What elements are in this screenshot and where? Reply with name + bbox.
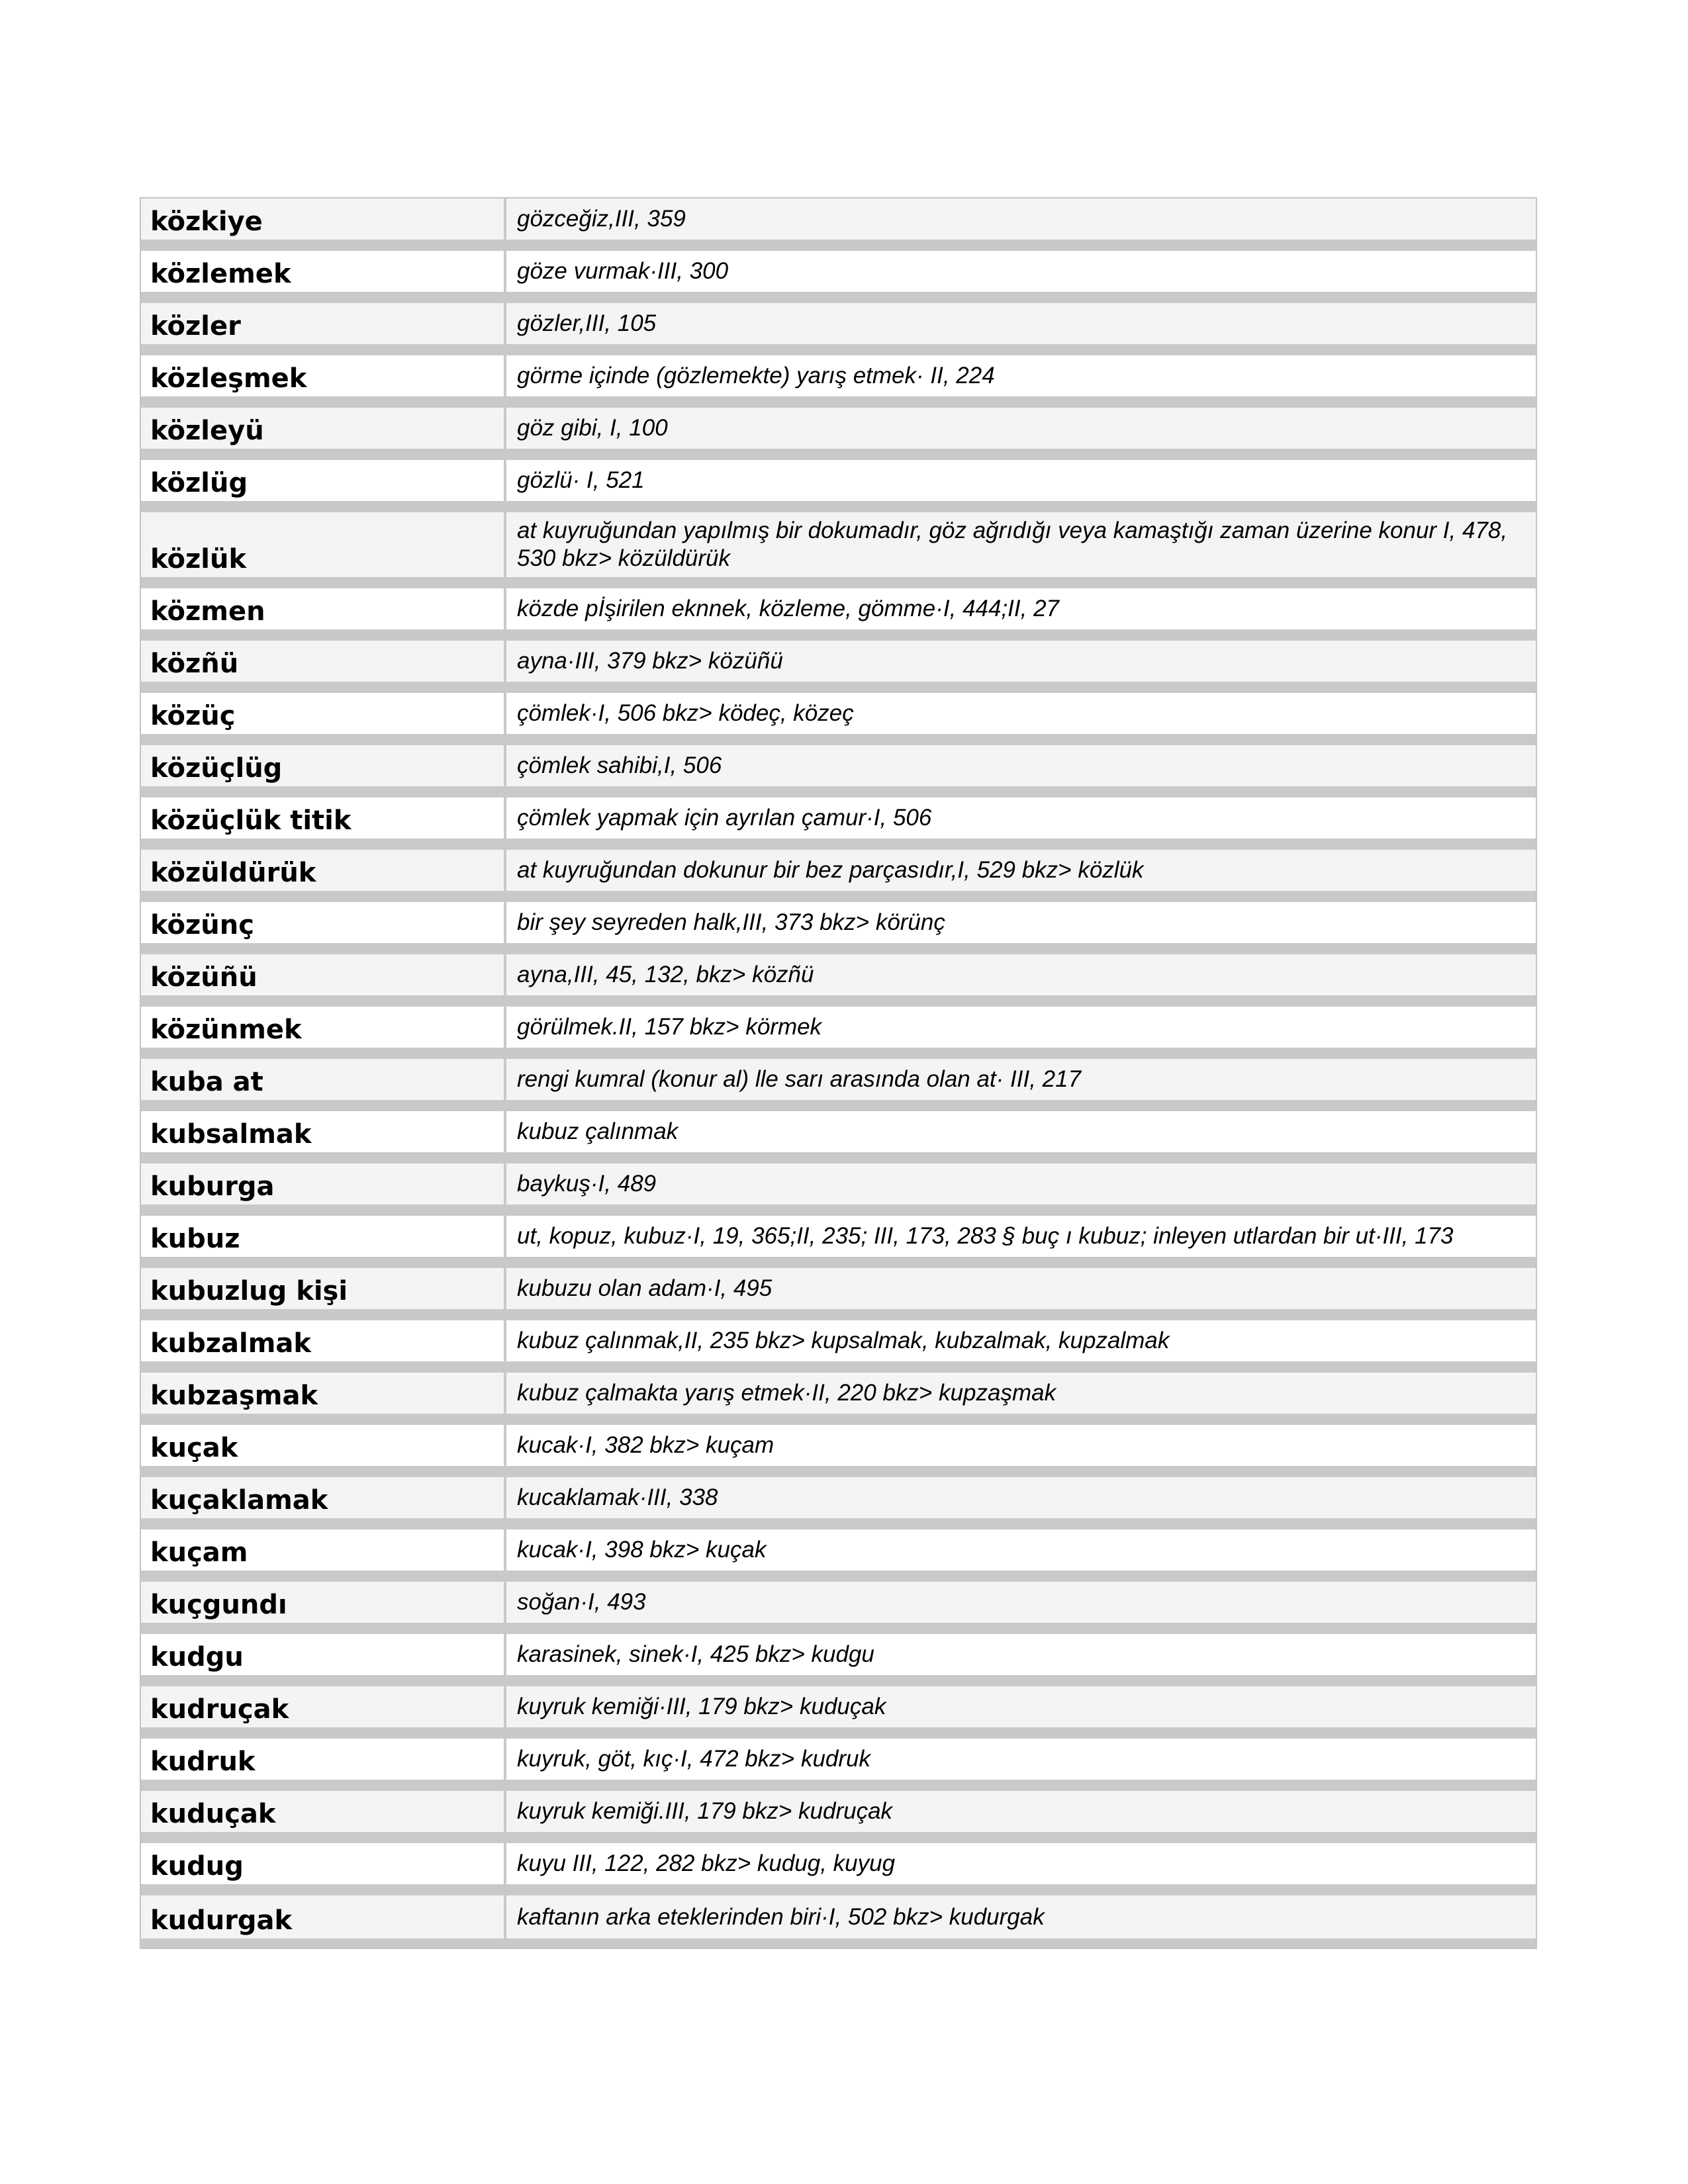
table-row [141,1059,1536,1111]
entry-definition: at kuyruğundan yapılmış bir dokumadır, göz ağrıdığı veya kamaştığı zaman üzerine konur I, 478, 530 bkz> közüldürük [506,512,1536,577]
entry-definition: kuyu III, 122, 282 bkz> kudug, kuyug [506,1843,1536,1884]
entry-term: közüçlüg [141,745,506,786]
entry-definition: kubuz çalmakta yarış etmek·II, 220 bkz> kupzaşmak [506,1373,1536,1414]
entry-definition: gözler,III, 105 [506,303,1536,344]
entry-term: közlüg [141,460,506,501]
entry-term: közüldürük [141,850,506,891]
entry-definition: göze vurmak·III, 300 [506,251,1536,292]
table-row [141,850,1536,902]
entry-term: kuçaklamak [141,1477,506,1518]
table-row [141,641,1536,693]
entry-term: közünmek [141,1007,506,1048]
table-row [141,1425,1536,1477]
table-row [141,588,1536,641]
table-row [141,1216,1536,1268]
table-row [141,251,1536,303]
entry-definition: baykuş·I, 489 [506,1163,1536,1205]
table-row [141,1634,1536,1686]
entry-definition: kuyruk, göt, kıç·I, 472 bkz> kudruk [506,1739,1536,1780]
table-row [141,1007,1536,1059]
glossary-table [140,197,1537,1949]
entry-term: kuburga [141,1163,506,1205]
entry-term: kubuz [141,1216,506,1257]
entry-definition: gözceğiz,III, 359 [506,199,1536,240]
entry-definition: kucaklamak·III, 338 [506,1477,1536,1518]
table-row [141,1163,1536,1216]
table-row [141,1268,1536,1320]
entry-term: közler [141,303,506,344]
table-row [141,199,1536,251]
table-row [141,512,1536,588]
entry-definition: kubuzu olan adam·I, 495 [506,1268,1536,1309]
entry-term: közkiye [141,199,506,240]
entry-definition: kubuz çalınmak,II, 235 bkz> kupsalmak, kubzalmak, kupzalmak [506,1320,1536,1361]
entry-definition: kuyruk kemiği.III, 179 bkz> kudruçak [506,1791,1536,1832]
entry-term: kudruk [141,1739,506,1780]
entry-definition: kucak·I, 398 bkz> kuçak [506,1529,1536,1570]
entry-term: közleyü [141,408,506,449]
table-row [141,693,1536,745]
entry-term: közlük [141,512,506,577]
entry-term: kuduçak [141,1791,506,1832]
entry-definition: kucak·I, 382 bkz> kuçam [506,1425,1536,1466]
entry-term: kubsalmak [141,1111,506,1152]
entry-definition: kaftanın arka eteklerinden biri·I, 502 bkz> kudurgak [506,1895,1536,1938]
table-row [141,1895,1536,1948]
table-row [141,355,1536,408]
entry-term: kudgu [141,1634,506,1675]
table-row [141,1320,1536,1373]
entry-term: kubzalmak [141,1320,506,1361]
entry-term: közünç [141,902,506,943]
entry-definition: çömlek·I, 506 bkz> ködeç, közeç [506,693,1536,734]
entry-term: kudurgak [141,1895,506,1938]
entry-definition: ayna·III, 379 bkz> közüñü [506,641,1536,682]
table-row [141,1739,1536,1791]
entry-definition: göz gibi, I, 100 [506,408,1536,449]
table-row [141,1373,1536,1425]
entry-definition: kubuz çalınmak [506,1111,1536,1152]
entry-definition: ayna,III, 45, 132, bkz> közñü [506,954,1536,995]
entry-term: közlemek [141,251,506,292]
entry-term: közüç [141,693,506,734]
entry-definition: rengi kumral (konur al) lle sarı arasında olan at· III, 217 [506,1059,1536,1100]
entry-definition: görülmek.II, 157 bkz> körmek [506,1007,1536,1048]
entry-term: közüçlük titik [141,797,506,839]
entry-definition: soğan·I, 493 [506,1582,1536,1623]
entry-definition: kuyruk kemiği·III, 179 bkz> kuduçak [506,1686,1536,1727]
entry-term: kudug [141,1843,506,1884]
table-row [141,745,1536,797]
entry-definition: çömlek yapmak için ayrılan çamur·I, 506 [506,797,1536,839]
entry-term: kudruçak [141,1686,506,1727]
table-row [141,954,1536,1007]
table-row [141,460,1536,512]
entry-definition: közde pİşirilen eknnek, közleme, gömme·I, 444;II, 27 [506,588,1536,629]
table-row [141,797,1536,850]
table-row [141,1686,1536,1739]
entry-term: közüñü [141,954,506,995]
entry-definition: ut, kopuz, kubuz·I, 19, 365;II, 235; III, 173, 283 § buç ı kubuz; inleyen utlardan bir ut·III, 173 [506,1216,1536,1257]
entry-definition: bir şey seyreden halk,III, 373 bkz> körünç [506,902,1536,943]
entry-term: kubzaşmak [141,1373,506,1414]
table-row [141,1111,1536,1163]
table-row [141,1843,1536,1895]
entry-term: közmen [141,588,506,629]
entry-definition: at kuyruğundan dokunur bir bez parçasıdır,I, 529 bkz> közlük [506,850,1536,891]
table-row [141,902,1536,954]
table-row [141,303,1536,355]
table-row [141,408,1536,460]
table-row [141,1477,1536,1529]
entry-definition: görme içinde (gözlemekte) yarış etmek· II, 224 [506,355,1536,396]
table-row [141,1529,1536,1582]
entry-definition: karasinek, sinek·I, 425 bkz> kudgu [506,1634,1536,1675]
entry-term: kubuzlug kişi [141,1268,506,1309]
entry-term: kuçam [141,1529,506,1570]
entry-definition: çömlek sahibi,I, 506 [506,745,1536,786]
table-row [141,1791,1536,1843]
entry-term: közñü [141,641,506,682]
entry-term: kuçak [141,1425,506,1466]
entry-term: kuba at [141,1059,506,1100]
entry-definition: gözlü· I, 521 [506,460,1536,501]
entry-term: kuçgundı [141,1582,506,1623]
table-row [141,1582,1536,1634]
entry-term: közleşmek [141,355,506,396]
